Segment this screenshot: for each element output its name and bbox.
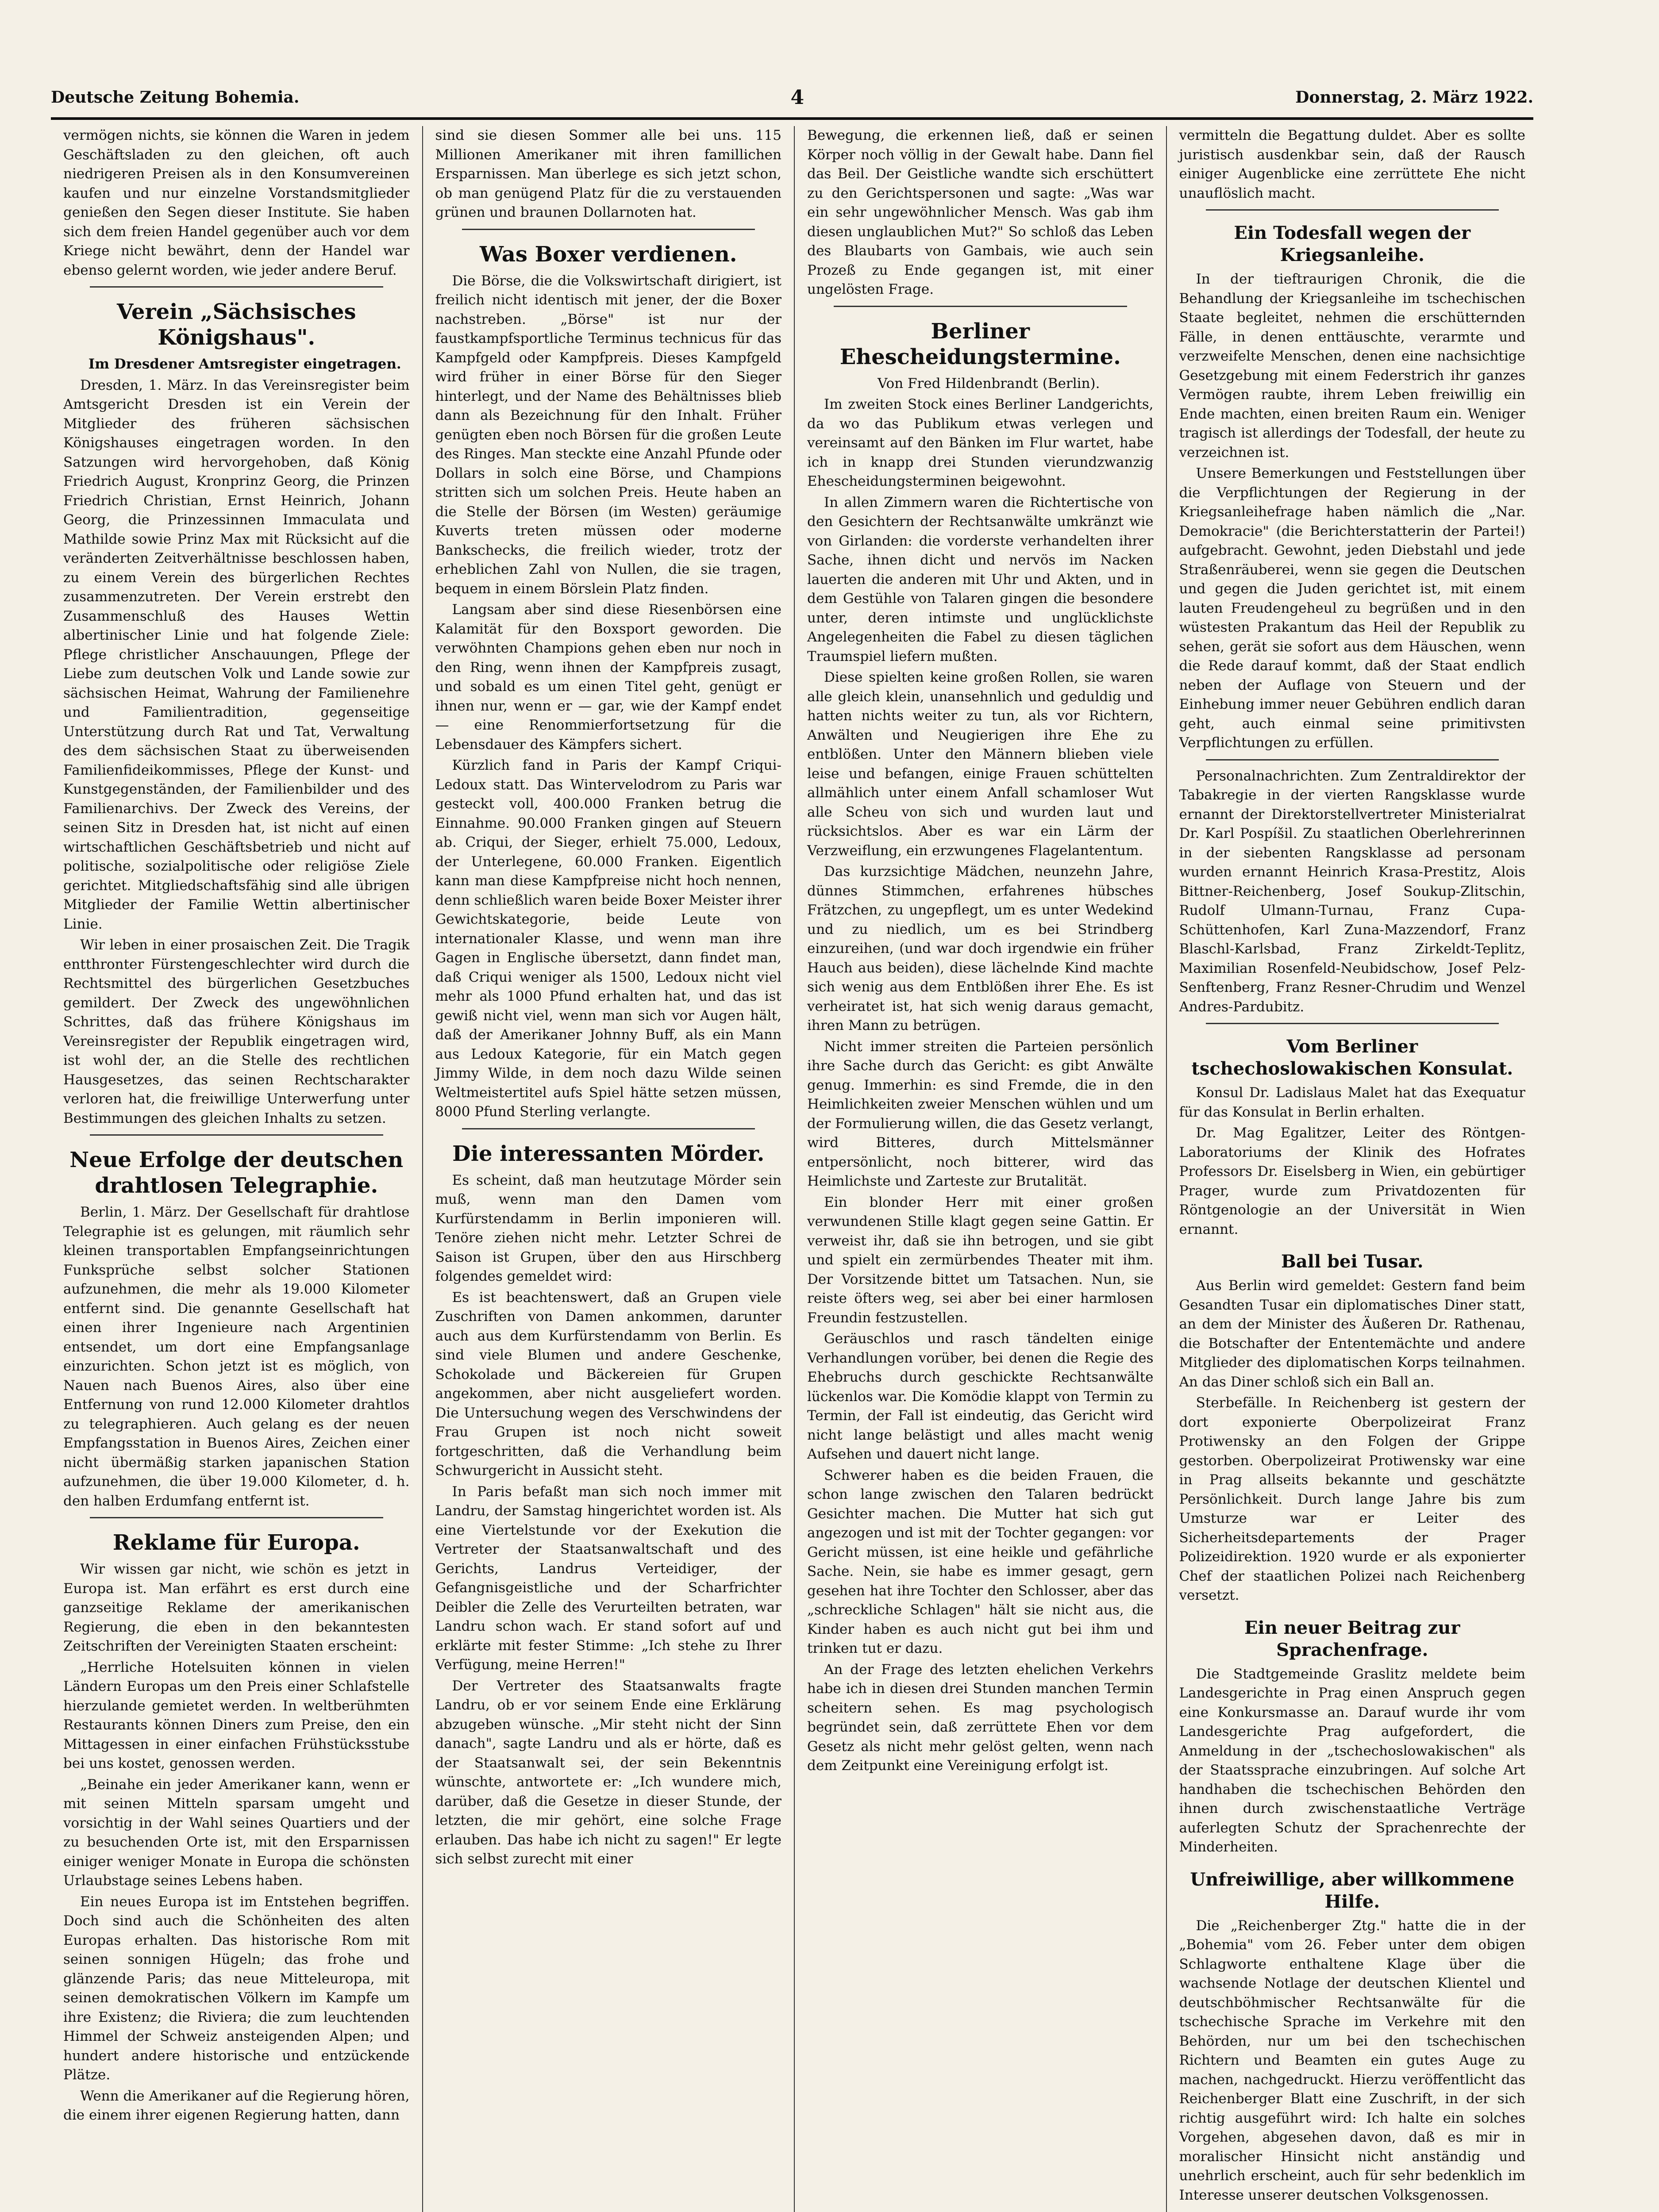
article-paragraph: Wenn die Amerikaner auf die Regierung hören, die einem ihrer eigenen Regierung hatten, dann — [63, 2088, 410, 2123]
article-paragraph: Diese spielten keine großen Rollen, sie waren alle gleich klein, unansehnlich und geduldig und hatten nichts weiter zu tun, als vor Richtern, Anwälten und Neugierigen ihre Ehe zu entblößen. Unter den Männern blieben viele leise und befangen, einige Frauen schüttelten allmählich unter einem Anfall schamloser Wut alle Scheu von sich und wurden laut und rücksichtslos. Aber es war ein Lärm der Verzweiflung, ein erzwungenes Flagelantentum. — [807, 669, 1154, 859]
article-headline: Unfreiwillige, aber willkommene Hilfe. — [1190, 1869, 1515, 1912]
divider — [1206, 1023, 1499, 1024]
divider — [834, 306, 1127, 307]
column-2 — [423, 126, 795, 2212]
article-headline: Vom Berliner tschechoslowakischen Konsulat. — [1191, 1036, 1513, 1079]
article-paragraph: Nicht immer streiten die Parteien persönlich ihre Sache durch das Gericht: es gibt Anwälte genug. Immerhin: es sind Fremde, die in den Heimlichkeiten zweier Menschen wühlen und um der Formulierung willen, die das Gesetz verlangt, wird Bitteres, durch Mittelsmänner entpersönlicht, noch bitterer, wird das Heimlichste und Zarteste zur Brutalität. — [807, 1038, 1154, 1189]
article-headline: Reklame für Europa. — [112, 1530, 360, 1555]
article-paragraph: Kürzlich fand in Paris der Kampf Criqui-Ledoux statt. Das Wintervelodrom zu Paris war gesteckt voll, 400.000 Franken betrug die Einnahme. 90.000 Franken gingen auf Steuern ab. Criqui, der Sieger, erhielt 75.000, Ledoux, der Unterlegene, 60.000 Franken. Eigentlich kann man diese Kampfpreise nicht hoch nennen, denn schließlich waren beide Boxer Meister ihrer Gewichtskategorie, beide Leute von internationaler Klasse, und wenn man ihre Gagen in Englische übersetzt, dann findet man, daß Criqui weniger als 1500, Ledoux nicht viel mehr als 1000 Pfund erhalten hat, und das ist gewiß nicht viel, wenn man sich vor Augen hält, daß der Amerikaner Johnny Buff, als ein Mann aus Ledoux Kategorie, für ein Match gegen Jimmy Wilde, in dem noch dazu Wilde seinen Weltmeistertitel aufs Spiel hätte setzen müssen, 8000 Pfund Sterling verlangte. — [435, 757, 781, 1120]
columns — [51, 126, 1538, 2212]
continued-text: Bewegung, die erkennen ließ, daß er seinen Körper noch völlig in der Gewalt habe. Dann fiel das Beil. Der Geistliche wandte sich erschüttert zu den Gerichtspersonen und sagte: „Was war ein sehr ungewöhnlicher Mensch. Was gab ihm diesen unglaublichen Mut?" So schloß das Leben des Blaubarts von Gambais, wie auch sein Prozeß zu Ende gegangen ist, mit einer ungelösten Frage. — [807, 127, 1154, 297]
divider — [1206, 209, 1499, 211]
article-paragraph: Konsul Dr. Ladislaus Malet hat das Exequatur für das Konsulat in Berlin erhalten. — [1179, 1085, 1525, 1120]
article-headline: Ein neuer Beitrag zur Sprachenfrage. — [1244, 1617, 1460, 1660]
article-paragraph: „Herrliche Hotelsuiten können in vielen Ländern Europas um den Preis einer Schlafstelle hierzulande gemietet werden. In weltberühmten Restaurants können Diners zum Preise, den ein Mittagessen in einer einfachen Frühstücksstube bei uns kostet, genossen werden. — [63, 1659, 410, 1771]
article-headline: Ein Todesfall wegen der Kriegsanleihe. — [1234, 223, 1471, 265]
article-headline: Was Boxer verdienen. — [480, 242, 737, 267]
article-paragraph: „Beinahe ein jeder Amerikaner kann, wenn er mit seinen Mitteln sparsam umgeht und vorsichtig in der Wahl seines Quartiers und der zu besuchenden Orte ist, mit den Ersparnissen einiger weniger Monate in Europa die schönsten Urlaubstage seines Lebens haben. — [63, 1776, 410, 1889]
article-paragraph: In Paris befaßt man sich noch immer mit Landru, der Samstag hingerichtet worden ist. Als eine Viertelstunde vor der Exekution die Vertreter der Staatsanwaltschaft und des Gerichts, Landrus Verteidiger, der Gefangnisgeistliche und der Scharfrichter Deibler die Zelle des Verurteilten betraten, war Landru schon wach. Er stand sofort auf und erklärte mit fester Stimme: „Ich stehe zu Ihrer Verfügung, meine Herren!" — [435, 1483, 781, 1673]
article-paragraph: Wir leben in einer prosaischen Zeit. Die Tragik entthronter Fürstengeschlechter wird durch die Rechtsmittel des bürgerlichen Gesetzbuches gemildert. Der Zweck des ungewöhnlichen Schrittes, daß das frühere Königshaus im Vereinsregister der Republik eingetragen wird, ist wohl der, an die Stelle des rechtlichen Hausgesetzes, das seinen Rechtscharakter verloren hat, die freiwillige Unterwerfung unter Bestimmungen des gleichen Inhalts zu setzen. — [63, 937, 410, 1126]
article-paragraph: Dresden, 1. März. In das Vereinsregister beim Amtsgericht Dresden ist ein Verein der Mitglieder des früheren sächsischen Königshauses eingetragen worden. In den Satzungen wird hervorgehoben, daß König Friedrich August, Kronprinz Georg, die Prinzen Friedrich Christian, Ernst Heinrich, Johann Georg, die Prinzessinnen Immaculata und Mathilde sowie Prinz Max mit Rücksicht auf die veränderten Zeitverhältnisse beschlossen haben, zu einem Verein des bürgerlichen Rechtes zusammenzutreten. Der Verein erstrebt den Zusammenschluß des Hauses Wettin albertinischer Linie und hat folgende Ziele: Pflege christlicher Anschauungen, Pflege der Liebe zum deutschen Volk und Lande sowie zur sächsischen Heimat, Wahrung der Familienehre und Familientradition, gegenseitige Unterstützung durch Rat und Tat, Verwaltung des dem sächsischen Staat zu überweisenden Familienfideikommisses, Pflege der Kunst- und Kunstgegenständen, der Familienbilder und des Familienarchivs. Der Zweck des Vereins, der seinen Sitz in Dresden hat, ist nicht auf einen wirtschaftlichen Geschäftsbetrieb und nicht auf politische, sozialpolitische oder religiöse Ziele gerichtet. Mitgliedschaftsfähig sind alle übrigen Mitglieder der Familie Wettin albertinischer Linie. — [63, 377, 410, 932]
article-paragraph: Es scheint, daß man heutzutage Mörder sein muß, wenn man den Damen vom Kurfürstendamm in Berlin imponieren will. Tenöre ziehen nicht mehr. Letzter Schrei de Saison ist Grupen, über den aus Hirschberg folgendes gemeldet wird: — [435, 1172, 781, 1284]
divider — [462, 1128, 755, 1129]
article-headline: Verein „Sächsisches Königshaus". — [116, 300, 356, 350]
article-paragraph: Personalnachrichten. Zum Zentraldirektor der Tabakregie in der vierten Rangsklasse wurde ernannt der Direktorstellvertreter Ministerialrat Dr. Karl Pospíšil. Zu staatlichen Oberlehrerinnen in der siebenten Rangsklasse ad personam wurden ernannt Heinrich Krasa-Prestitz, Alois Bittner-Reichenberg, Josef Soukup-Zlitschin, Rudolf Ulmann-Turnau, Franz Cupa-Schüttenhofen, Karl Zuna-Mazzendorf, Franz Blaschl-Karlsbad, Franz Zirkeldt-Teplitz, Maximilian Rosenfeld-Neubidschow, Josef Pelz-Senftenberg, Franz Resner-Chrudim und Wenzel Andres-Pardubitz. — [1179, 768, 1525, 1015]
article-paragraph: Schwerer haben es die beiden Frauen, die schon lange zwischen den Talaren bedrückt Gesichter machen. Die Mutter hat sich gut angezogen und ist mit der Tochter gegangen: vor Gericht müssen, ist eine heikle und gefährliche Sache. Nein, sie habe es immer gesagt, gern gesehen hat ihre Tochter den Schlosser, aber das „schreckliche Schlagen" hält sie nicht aus, die Kinder haben es auch nicht gut bei ihm und trinken tut er dazu. — [807, 1467, 1154, 1656]
column-4 — [1167, 126, 1538, 2212]
masthead — [51, 77, 1533, 120]
divider — [90, 1517, 383, 1518]
column-3 — [795, 126, 1167, 2212]
article-paragraph: Ein neues Europa ist im Entstehen begriffen. Doch sind auch die Schönheiten des alten Europas erhalten. Das historische Rom mit seinen sonnigen Hügeln; das frohe und glänzende Paris; das neue Mitteleuropa, mit seinen demokratischen Völkern im Kampfe um ihre Existenz; die Riviera; die zum leuchtenden Himmel der Schweiz ansteigenden Alpen; und hundert andere historische und entzückende Plätze. — [63, 1893, 410, 2083]
article-byline: Von Fred Hildenbrandt (Berlin). — [878, 375, 1100, 392]
article-paragraph: Im zweiten Stock eines Berliner Landgerichts, da wo das Publikum etwas verlegen und vereinsamt auf den Bänken im Flur wartet, habe ich in knapp drei Stunden vierundzwanzig Ehescheidungsterminen beigewohnt. — [807, 396, 1154, 489]
article-paragraph: Die „Reichenberger Ztg." hatte die in der „Bohemia" vom 26. Feber unter dem obigen Schlagworte enthaltene Klage über die wachsende Notlage der deutschen Klientel und deutschböhmischer Rechtsanwälte für die tschechische Sprache im Verkehre mit den Behörden, nur um bei den tschechischen Richtern und Beamten ein gutes Auge zu machen, nachgedruckt. Hierzu veröffentlicht das Reichenberger Blatt eine Zuschrift, in der sich richtig ausgeführt wird: Ich halte ein solches Vorgehen, abgesehen davon, daß es mir in moralischer Hinsicht nicht anständig und unehrlich erscheint, auch für sehr bedenklich im Interesse unserer deutschen Volksgenossen. — [1179, 1917, 1525, 2203]
article-paragraph: Die Börse, die die Volkswirtschaft dirigiert, ist freilich nicht identisch mit jener, der die Boxer nachstreben. „Börse" ist nur der faustkampfsportliche Terminus technicus für das Kampfgeld oder Kampfpreis. Dieses Kampfgeld wird früher in einer Börse für den Sieger hinterlegt, und der Name des Behältnisses blieb dann als Bezeichnung für den Inhalt. Früher genügten eben noch Börsen für die großen Leute des Ringes. Man steckte eine Anzahl Pfunde oder Dollars in solch eine Börse, und Champions stritten sich um solchen Preis. Heute haben an die Stelle der Börsen (im Westen) geräumige Kuverts treten müssen oder moderne Bankschecks, die freilich wieder, trotz der erheblichen Zahl von Nullen, die sie tragen, bequem in einem Börslein Platz finden. — [435, 273, 781, 597]
divider — [90, 1134, 383, 1136]
article-paragraph: Geräuschlos und rasch tändelten einige Verhandlungen vorüber, bei denen die Regie des Ehebruchs durch geschickte Rechtsanwälte lückenlos war. Die Komödie klappt von Termin zu Termin, der Fall ist eindeutig, das Gericht wird nicht lange belästigt und alles macht wenig Aufsehen und dauert nicht lange. — [807, 1331, 1154, 1462]
issue-date: Donnerstag, 2. März 1922. — [1295, 88, 1533, 107]
article-headline: Die interessanten Mörder. — [452, 1141, 765, 1166]
divider — [90, 286, 383, 288]
continued-text: vermögen nichts, sie können die Waren in jedem Geschäftsladen zu den gleichen, oft auch niedrigeren Preisen als in den Konsumvereinen kaufen und nur einzelne Vorstandsmitglieder genießen den Segen dieser Institute. Sie haben sich dem freien Handel gegenüber auch vor dem Kriege nicht bewährt, denn der Handel war ebenso gelernt worden, wie jeder andere Beruf. — [63, 127, 410, 278]
divider — [462, 229, 755, 230]
article-paragraph: Ein blonder Herr mit einer großen verwundenen Stille klagt gegen seine Gattin. Er verweist ihr, daß sie ihn betrogen, und sie gibt und spielt ein zermürbendes Theater mit ihm. Der Vorsitzende bittet um Tatsachen. Nun, sie reiste öfters weg, sei aber bei einer harmlosen Freundin festzustellen. — [807, 1194, 1154, 1326]
article-headline: Ball bei Tusar. — [1281, 1251, 1424, 1272]
article-headline: Berliner Ehescheidungstermine. — [839, 319, 1121, 369]
article-paragraph: An der Frage des letzten ehelichen Verkehrs habe ich in diesen drei Stunden manchen Termin scheitern sehen. Es mag psychologisch begründet sein, daß zerrüttete Ehen vor dem Gesetz als nicht mehr gelöst gelten, wenn nach dem Zeitpunkt eine Vereinigung erfolgt ist. — [807, 1661, 1154, 1774]
article-paragraph: Dr. Mag Egalitzer, Leiter des Röntgen-Laboratoriums der Klinik des Hofrates Professors Dr. Eiselsberg in Wien, ein gebürtiger Prager, wurde zum Privatdozenten für Röntgenologie an der Universität in Wien ernannt. — [1179, 1125, 1525, 1237]
article-paragraph: Das kurzsichtige Mädchen, neunzehn Jahre, dünnes Stimmchen, erfahrenes hübsches Frätzchen, zu ungepflegt, um es unter Wedekind und zu niedlich, um es bei Strindberg einzureihen, (und war doch irgendwie ein früher Hauch aus beiden), diese lächelnde Kind machte sich wenig aus dem Entblößen ihrer Ehe. Es ist verheiratet ist, hat sich wenig daraus gemacht, ihren Mann zu betrügen. — [807, 864, 1154, 1033]
article-paragraph: Die Stadtgemeinde Graslitz meldete beim Landesgerichte in Prag einen Anspruch gegen eine Konkursmasse an. Darauf wurde ihr vom Landesgerichte Prag aufgefordert, die Anmeldung in der „tschechoslowakischen" als der Staatssprache einzubringen. Auf solche Art handhaben die tschechischen Behörden den ihnen durch zwischenstaatliche Verträge auferlegten Schutz der Sprachenrechte der Minderheiten. — [1179, 1666, 1525, 1855]
article-paragraph: Berlin, 1. März. Der Gesellschaft für drahtlose Telegraphie ist es gelungen, mit räumlich sehr kleinen transportablen Empfangseinrichtungen Funksprüche selbst solcher Stationen aufzunehmen, die mehr als 19.000 Kilometer entfernt sind. Die genannte Gesellschaft hat einen ihrer Ingenieure nach Argentinien entsendet, um dort eine Empfangsanlage einzurichten. Schon jetzt ist es möglich, von Nauen nach Buenos Aires, also über eine Entfernung von rund 12.000 Kilometer drahtlos zu telegraphieren. Auch gelang es der neuen Empfangsstation in Buenos Aires, Zeichen einer nicht übermäßig starken japanischen Station aufzunehmen, die über 19.000 Kilometer, d. h. den halben Erdumfang entfernt ist. — [63, 1204, 410, 1509]
article-paragraph: Der Vertreter des Staatsanwalts fragte Landru, ob er vor seinem Ende eine Erklärung abzugeben wünsche. „Mir steht nicht der Sinn danach", sagte Landru und als er hörte, daß es der Staatsanwalt sei, der sein Bekenntnis wünschte, antwortete er: „Ich wundere mich, darüber, daß die Gesetze in dieser Stunde, der letzten, die mir gehört, eine solche Frage erlauben. Das habe ich nicht zu sagen!" Er legte sich selbst zurecht mit einer — [435, 1678, 781, 1867]
divider — [1206, 759, 1499, 760]
article-paragraph: Sterbefälle. In Reichenberg ist gestern der dort exponierte Oberpolizeirat Franz Protiwensky an den Folgen der Grippe gestorben. Oberpolizeirat Protiwensky war eine in Prag allseits bekannte und geschätzte Persönlichkeit. Durch lange Jahre bis zum Umsturze war er Leiter des Sicherheitsdepartements der Prager Polizeidirektion. 1920 wurde er als exponierter Chef der staatlichen Polizei nach Reichenberg versetzt. — [1179, 1395, 1525, 1603]
article-headline: Neue Erfolge der deutschen drahtlosen Telegraphie. — [69, 1148, 404, 1198]
article-paragraph: Wir wissen gar nicht, wie schön es jetzt in Europa ist. Man erfährt es erst durch eine ganzseitige Reklame der amerikanischen Regierung, die eben in den bekanntesten Zeitschriften der Vereinigten Staaten erscheint: — [63, 1561, 410, 1654]
article-subhead: Im Dresdener Amtsregister eingetragen. — [88, 356, 401, 372]
article-paragraph: In allen Zimmern waren die Richtertische von den Gesichtern der Rechtsanwälte umkränzt wie von Girlanden: die vorderste verhandelten ihrer Sache, ihnen dicht und nervös im Nacken lauerten die anderen mit Uhr und Akten, und in dem Gestühle von Talaren gingen die besondere unter, deren intimste und unglücklichste Angelegenheiten die Fabel zu diesen täglichen Traumspiel liefern mußten. — [807, 494, 1154, 664]
article-paragraph: Aus Berlin wird gemeldet: Gestern fand beim Gesandten Tusar ein diplomatisches Diner statt, an dem der Minister des Äußeren Dr. Rathenau, die Botschafter der Ententemächte und andere Mitglieder des diplomatischen Korps teilnahmen. An das Diner schloß sich ein Ball an. — [1179, 1278, 1525, 1390]
continued-text: vermitteln die Begattung duldet. Aber es sollte juristisch ausdenkbar sein, daß der Rausch einiger Augenblicke eine zerrüttete Ehe nicht unauflöslich macht. — [1179, 127, 1525, 201]
page-number: 4 — [790, 86, 804, 109]
article-paragraph: Langsam aber sind diese Riesenbörsen eine Kalamität für den Boxsport geworden. Die verwöhnten Champions gehen eben nur noch in den Ring, wenn ihnen der Kampfpreis zusagt, und sobald es um einen Titel geht, genügt er ihnen nur, wenn er — gar, wie der Kampf endet — eine Renommierfortsetzung für die Lebensdauer des Kämpfers sichert. — [435, 602, 781, 753]
article-paragraph: Unsere Bemerkungen und Feststellungen über die Verpflichtungen der Regierung in der Kriegsanleihefrage haben nämlich die „Nar. Demokracie" (die Berichterstatterin der Partei!) aufgebracht. Gewohnt, jeden Diebstahl und jede Straßenräuberei, wenn sie gegen die Deutschen und gegen die Juden gerichtet ist, mit einem lauten Freudengeheul zu begrüßen und in den wüstesten Prakantum das Heil der Republik zu sehen, gerät sie sofort aus dem Häuschen, wenn die Rede darauf kommt, daß der Staat endlich neben der Auflage von Steuern und der Einhebung immer neuer Gebühren endlich daran geht, auch einmal seine primitivsten Verpflichtungen zu erfüllen. — [1179, 465, 1525, 751]
continued-text: sind sie diesen Sommer alle bei uns. 115 Millionen Amerikaner mit ihren famillichen Ersparnissen. Man überlege es sich jetzt schon, ob man genügend Platz für die zu verstauenden grünen und braunen Dollarnoten hat. — [435, 127, 781, 220]
article-paragraph: In der tieftraurigen Chronik, die die Behandlung der Kriegsanleihe im tschechischen Staate begleitet, nehmen die erschütternden Fälle, in denen enttäuschte, verarmte und verzweifelte Menschen, denen eine nachsichtige Gesetzgebung mit einem Federstrich ihr ganzes Vermögen raubte, ihrem Leben freiwillig ein Ende machten, einen breiten Raum ein. Weniger tragisch ist allerdings der Todesfall, der heute zu verzeichnen ist. — [1179, 271, 1525, 461]
paper-name: Deutsche Zeitung Bohemia. — [51, 88, 300, 107]
article-paragraph: Es ist beachtenswert, daß an Grupen viele Zuschriften von Damen ankommen, darunter auch aus dem Kurfürstendamm von Berlin. Es sind viele Blumen und andere Geschenke, Schokolade und Bäckereien für Grupen angekommen, aber nicht ausgeliefert worden. Die Untersuchung wegen des Verschwindens der Frau Grupen ist noch nicht soweit fortgeschritten, daß die Verhandlung beim Schwurgericht in Aussicht steht. — [435, 1289, 781, 1479]
column-1 — [51, 126, 423, 2212]
